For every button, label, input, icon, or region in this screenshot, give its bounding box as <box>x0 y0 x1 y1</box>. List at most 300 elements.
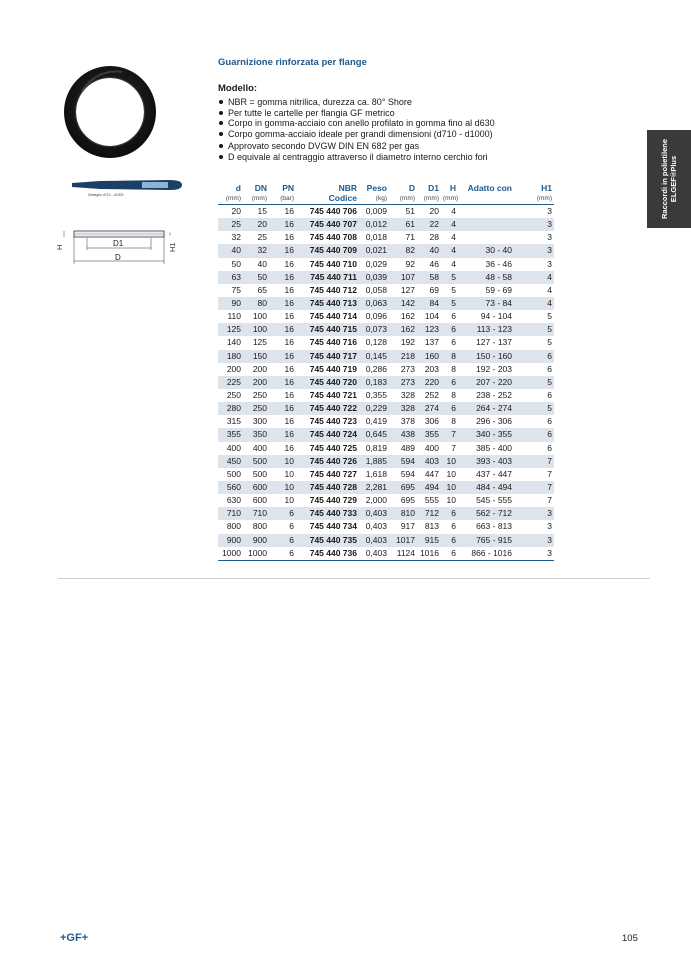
table-cell: 1000 <box>243 547 269 561</box>
table-cell: 6 <box>269 547 296 561</box>
table-cell: 600 <box>243 481 269 494</box>
table-cell: 16 <box>269 297 296 310</box>
table-cell: 32 <box>243 244 269 257</box>
table-cell: 203 <box>424 363 439 374</box>
table-cell: 745 440 719 <box>309 363 357 374</box>
table-cell: 6 <box>441 402 458 415</box>
profile-caption: Dettaglio d710 - d1000 <box>88 193 124 197</box>
table-cell: 16 <box>269 244 296 257</box>
feature-list <box>218 97 495 163</box>
table-cell: 0,096 <box>365 311 387 322</box>
gasket-profile-image <box>70 177 184 193</box>
table-cell: 16 <box>284 284 294 295</box>
table-cell: 10 <box>446 468 456 479</box>
table-cell: 1016 <box>417 547 441 561</box>
table-cell: 712 <box>417 507 441 520</box>
table-row <box>218 310 554 323</box>
table-cell: 25 <box>257 232 267 243</box>
col-unit <box>458 194 514 205</box>
table-cell: 0,021 <box>359 244 389 257</box>
table-cell: 0,403 <box>359 507 389 520</box>
table-cell: 400 <box>424 442 439 453</box>
table-cell: 16 <box>284 311 294 322</box>
table-cell: 252 <box>424 390 439 401</box>
table-cell: 800 <box>226 521 241 532</box>
table-cell: 4 <box>451 232 456 243</box>
table-cell: 489 <box>400 442 415 453</box>
side-tab-text <box>660 139 678 219</box>
table-cell: 100 <box>243 323 269 336</box>
table-cell: 745 440 707 <box>296 218 359 231</box>
spec-table-body <box>218 205 554 561</box>
table-row <box>218 389 554 402</box>
col-header: D1 <box>428 183 439 193</box>
table-cell: 710 <box>218 507 243 520</box>
table-row <box>218 258 554 271</box>
table-cell: 6 <box>441 534 458 547</box>
table-cell: 16 <box>284 337 294 348</box>
table-cell: 745 440 722 <box>296 402 359 415</box>
table-cell: 16 <box>284 206 294 217</box>
table-cell: 6 <box>451 337 456 348</box>
table-cell: 745 440 736 <box>296 547 359 561</box>
col-header: d <box>235 183 241 193</box>
table-cell: 403 <box>417 455 441 468</box>
table-cell: 813 <box>424 521 439 532</box>
table-cell: 7 <box>441 428 458 441</box>
table-cell: 200 <box>243 376 269 389</box>
table-cell: 745 440 712 <box>309 284 357 295</box>
table-cell: 447 <box>424 468 439 479</box>
table-cell: 7 <box>547 495 552 506</box>
table-cell: 5 <box>514 376 554 389</box>
table-cell: 113 - 123 <box>458 323 514 336</box>
table-cell: 50 <box>243 271 269 284</box>
table-cell: 3 <box>514 244 554 257</box>
table-cell: 745 440 711 <box>296 271 359 284</box>
table-cell: 22 <box>417 218 441 231</box>
table-row <box>218 442 554 455</box>
table-cell: 745 440 727 <box>309 468 357 479</box>
table-row <box>218 534 554 547</box>
table-cell: 600 <box>252 495 267 506</box>
table-cell: 16 <box>269 376 296 389</box>
table-cell: 800 <box>252 521 267 532</box>
page-number: 105 <box>622 933 638 944</box>
table-row <box>218 507 554 520</box>
table-cell: 10 <box>269 481 296 494</box>
table-cell: 745 440 734 <box>309 521 357 532</box>
table-cell: 162 <box>400 311 415 322</box>
table-cell: 10 <box>269 455 296 468</box>
table-cell: 500 <box>226 468 241 479</box>
table-cell: 745 440 709 <box>296 244 359 257</box>
table-cell: 630 <box>226 495 241 506</box>
table-cell: 6 <box>514 350 554 363</box>
table-cell: 0,819 <box>365 442 387 453</box>
table-cell: 6 <box>269 534 296 547</box>
table-cell: 7 <box>547 468 552 479</box>
table-cell: 50 <box>231 258 241 269</box>
table-row <box>218 468 554 481</box>
table-cell: 555 <box>424 495 439 506</box>
table-cell: 16 <box>269 271 296 284</box>
table-cell: 2,000 <box>365 495 387 506</box>
table-cell: 94 - 104 <box>480 311 512 322</box>
table-cell: 5 <box>547 311 552 322</box>
table-cell: 16 <box>269 428 296 441</box>
table-cell: 0,012 <box>359 218 389 231</box>
table-cell: 0,645 <box>359 428 389 441</box>
table-row <box>218 494 554 507</box>
table-cell: 500 <box>243 455 269 468</box>
table-cell: 296 - 306 <box>476 416 512 427</box>
table-cell: 438 <box>389 428 417 441</box>
table-cell: 4 <box>441 244 458 257</box>
table-cell: 5 <box>514 402 554 415</box>
table-cell: 264 - 274 <box>458 402 514 415</box>
col-header: D <box>408 183 415 193</box>
table-cell: 0,403 <box>359 534 389 547</box>
table-cell: 51 <box>405 206 415 217</box>
table-cell: 4 <box>514 297 554 310</box>
table-cell: 104 <box>424 311 439 322</box>
table-cell: 0,039 <box>359 271 389 284</box>
table-cell: 0,009 <box>365 206 387 217</box>
table-cell: 6 <box>514 428 554 441</box>
table-cell: 75 <box>231 284 241 295</box>
units-row <box>218 194 554 205</box>
table-cell: 1,618 <box>365 468 387 479</box>
h-label: H <box>55 244 64 250</box>
table-cell: 355 <box>417 428 441 441</box>
table-cell: 695 <box>400 495 415 506</box>
table-cell <box>458 218 514 231</box>
product-title: Guarnizione rinforzata per flange <box>218 57 367 68</box>
table-cell: 7 <box>514 455 554 468</box>
table-cell: 745 440 717 <box>296 350 359 363</box>
table-cell: 450 <box>218 455 243 468</box>
col-unit: Codice <box>296 194 359 205</box>
table-cell: 6 <box>441 507 458 520</box>
table-cell <box>458 231 514 244</box>
table-cell: 0,073 <box>359 323 389 336</box>
table-cell: 1000 <box>218 547 243 561</box>
feature-item: Per tutte le cartelle per flangia GF metrico <box>218 108 495 119</box>
table-cell: 5 <box>451 284 456 295</box>
table-cell: 10 <box>446 495 456 506</box>
table-cell: 6 <box>547 390 552 401</box>
table-cell: 16 <box>284 390 294 401</box>
table-cell: 594 <box>389 455 417 468</box>
table-cell: 594 <box>400 468 415 479</box>
table-cell: 250 <box>252 390 267 401</box>
table-row <box>218 244 554 257</box>
table-cell: 10 <box>284 495 294 506</box>
col-unit: (bar) <box>269 194 296 205</box>
table-row <box>218 428 554 441</box>
table-cell: 900 <box>243 534 269 547</box>
col-header: PN <box>282 183 294 193</box>
table-cell: 355 <box>218 428 243 441</box>
table-cell: 484 - 494 <box>458 481 514 494</box>
table-cell: 82 <box>389 244 417 257</box>
table-cell: 917 <box>400 521 415 532</box>
table-cell: 10 <box>441 481 458 494</box>
table-cell: 3 <box>547 232 552 243</box>
table-cell: 915 <box>417 534 441 547</box>
table-cell: 385 - 400 <box>476 442 512 453</box>
table-cell: 0,183 <box>359 376 389 389</box>
side-tab <box>647 130 691 228</box>
feature-item: Corpo in gomma-acciaio con anello profilato in gomma fino al d630 <box>218 118 495 129</box>
table-cell: 192 - 203 <box>476 363 512 374</box>
table-cell: 127 - 137 <box>476 337 512 348</box>
table-cell: 7 <box>514 481 554 494</box>
table-cell: 1124 <box>389 547 417 561</box>
table-cell: 220 <box>417 376 441 389</box>
table-cell: 30 - 40 <box>458 244 514 257</box>
table-cell: 4 <box>441 218 458 231</box>
table-row <box>218 336 554 349</box>
table-row <box>218 271 554 284</box>
table-cell: 393 - 403 <box>458 455 514 468</box>
table-cell: 0,355 <box>365 390 387 401</box>
table-cell: 25 <box>218 218 243 231</box>
table-cell: 20 <box>231 206 241 217</box>
side-tab-line1: Raccordi in polietilene <box>660 138 669 220</box>
table-cell: 8 <box>451 416 456 427</box>
table-cell: 46 <box>429 258 439 269</box>
section-divider <box>58 578 650 579</box>
table-cell: 300 <box>252 416 267 427</box>
table-cell: 15 <box>257 206 267 217</box>
table-cell: 306 <box>424 416 439 427</box>
table-cell: 5 <box>514 323 554 336</box>
model-label: Modello: <box>218 83 258 94</box>
table-cell: 3 <box>514 507 554 520</box>
table-cell: 710 <box>243 507 269 520</box>
table-cell: 900 <box>218 534 243 547</box>
table-cell: 180 <box>218 350 243 363</box>
table-cell: 63 <box>218 271 243 284</box>
table-cell: 59 - 69 <box>485 284 512 295</box>
table-cell: 273 <box>389 376 417 389</box>
table-cell: 6 <box>289 521 294 532</box>
table-cell: 65 <box>257 284 267 295</box>
table-cell: 0,403 <box>365 521 387 532</box>
table-cell: 745 440 713 <box>296 297 359 310</box>
table-cell: 866 - 1016 <box>458 547 514 561</box>
table-cell: 0,128 <box>365 337 387 348</box>
table-cell: 274 <box>417 402 441 415</box>
table-cell: 40 <box>218 244 243 257</box>
table-cell: 16 <box>284 442 294 453</box>
table-cell: 745 440 729 <box>309 495 357 506</box>
table-cell: 48 - 58 <box>458 271 514 284</box>
col-header: H <box>449 183 456 193</box>
table-cell: 200 <box>252 363 267 374</box>
table-cell: 745 440 720 <box>296 376 359 389</box>
spec-table <box>218 183 554 561</box>
table-cell: 8 <box>451 363 456 374</box>
table-cell: 400 <box>252 442 267 453</box>
table-cell: 3 <box>514 218 554 231</box>
table-cell: 84 <box>417 297 441 310</box>
table-cell: 0,145 <box>359 350 389 363</box>
table-cell: 8 <box>441 350 458 363</box>
table-row <box>218 363 554 376</box>
col-header: DN <box>254 183 267 193</box>
col-header: Adatto con <box>467 183 512 193</box>
table-cell: 123 <box>417 323 441 336</box>
col-header: Peso <box>366 183 387 193</box>
table-cell: 160 <box>417 350 441 363</box>
table-cell: 3 <box>547 258 552 269</box>
table-cell: 218 <box>389 350 417 363</box>
table-cell: 745 440 714 <box>309 311 357 322</box>
table-cell: 745 440 706 <box>309 206 357 217</box>
table-cell: 0,058 <box>365 284 387 295</box>
table-row <box>218 284 554 297</box>
table-cell: 20 <box>429 206 439 217</box>
table-row <box>218 415 554 428</box>
gf-logo: +GF+ <box>60 932 89 944</box>
table-cell: 250 <box>243 402 269 415</box>
table-cell: 745 440 724 <box>296 428 359 441</box>
table-cell: 350 <box>243 428 269 441</box>
table-cell: 162 <box>389 323 417 336</box>
table-cell: 745 440 733 <box>296 507 359 520</box>
table-row <box>218 455 554 468</box>
table-cell: 745 440 735 <box>296 534 359 547</box>
table-cell: 6 <box>547 363 552 374</box>
table-cell: 328 <box>400 390 415 401</box>
table-cell <box>458 205 514 219</box>
table-cell: 16 <box>284 416 294 427</box>
table-row <box>218 520 554 533</box>
table-cell: 73 - 84 <box>458 297 514 310</box>
col-header: NBR <box>338 183 357 193</box>
table-cell: 225 <box>218 376 243 389</box>
table-cell: 200 <box>226 363 241 374</box>
table-row <box>218 547 554 561</box>
table-cell: 745 440 726 <box>296 455 359 468</box>
table-cell: 100 <box>252 311 267 322</box>
table-cell: 6 <box>547 416 552 427</box>
col-unit: (mm) <box>243 194 269 205</box>
table-cell: 0,403 <box>359 547 389 561</box>
table-cell: 545 - 555 <box>476 495 512 506</box>
table-cell: 745 440 716 <box>309 337 357 348</box>
table-cell: 71 <box>405 232 415 243</box>
table-cell: 107 <box>389 271 417 284</box>
table-cell: 28 <box>429 232 439 243</box>
table-cell: 745 440 710 <box>309 258 357 269</box>
table-cell: 32 <box>231 232 241 243</box>
h1-label: H1 <box>168 242 177 252</box>
table-cell: 663 - 813 <box>476 521 512 532</box>
table-cell: 3 <box>514 547 554 561</box>
table-cell: 16 <box>269 350 296 363</box>
table-row <box>218 323 554 336</box>
table-cell: 5 <box>441 297 458 310</box>
table-cell: 0,419 <box>365 416 387 427</box>
table-row <box>218 350 554 363</box>
col-unit: (mm) <box>514 194 554 205</box>
table-cell: 16 <box>284 258 294 269</box>
table-cell: 1017 <box>389 534 417 547</box>
table-row <box>218 205 554 219</box>
table-cell: 340 - 355 <box>458 428 514 441</box>
table-cell: 745 440 721 <box>309 390 357 401</box>
table-row <box>218 376 554 389</box>
table-cell: 560 <box>218 481 243 494</box>
table-cell: 80 <box>243 297 269 310</box>
feature-item: Approvato secondo DVGW DIN EN 682 per gas <box>218 141 495 152</box>
table-cell: 4 <box>451 258 456 269</box>
table-cell: 6 <box>269 507 296 520</box>
feature-item: NBR = gomma nitrilica, durezza ca. 80° Shore <box>218 97 495 108</box>
table-cell: 494 <box>417 481 441 494</box>
table-cell: 1,885 <box>359 455 389 468</box>
table-row <box>218 218 554 231</box>
table-cell: 125 <box>218 323 243 336</box>
col-header: H1 <box>541 183 552 193</box>
table-cell: 16 <box>269 323 296 336</box>
gasket-ring-image <box>62 64 158 160</box>
dimension-drawing <box>52 224 182 270</box>
table-cell: 3 <box>514 534 554 547</box>
table-cell: 58 <box>417 271 441 284</box>
table-cell: 280 <box>218 402 243 415</box>
table-cell: 140 <box>226 337 241 348</box>
table-cell: 150 - 160 <box>458 350 514 363</box>
table-cell: 92 <box>405 258 415 269</box>
table-cell: 0,018 <box>365 232 387 243</box>
table-cell: 127 <box>400 284 415 295</box>
table-cell: 500 <box>252 468 267 479</box>
table-cell: 745 440 708 <box>309 232 357 243</box>
table-cell: 207 - 220 <box>458 376 514 389</box>
side-tab-line2: ELGEF®Plus <box>669 155 678 203</box>
table-cell: 16 <box>269 402 296 415</box>
feature-item: Corpo gomma-acciaio ideale per grandi dimensioni (d710 - d1000) <box>218 129 495 140</box>
table-cell: 0,063 <box>359 297 389 310</box>
table-cell: 125 <box>252 337 267 348</box>
table-cell: 6 <box>441 323 458 336</box>
table-cell: 3 <box>547 206 552 217</box>
table-cell: 562 - 712 <box>458 507 514 520</box>
table-cell: 4 <box>451 206 456 217</box>
table-cell: 400 <box>226 442 241 453</box>
table-cell: 10 <box>284 468 294 479</box>
table-cell: 90 <box>218 297 243 310</box>
table-cell: 61 <box>389 218 417 231</box>
table-cell: 6 <box>451 521 456 532</box>
table-cell: 745 440 723 <box>309 416 357 427</box>
table-cell: 3 <box>547 521 552 532</box>
table-cell: 5 <box>547 337 552 348</box>
table-cell: 10 <box>441 455 458 468</box>
col-unit: (mm) <box>389 194 417 205</box>
table-cell: 437 - 447 <box>476 468 512 479</box>
col-unit: (mm) <box>417 194 441 205</box>
table-cell: 16 <box>284 363 294 374</box>
table-cell: 6 <box>451 311 456 322</box>
table-cell: 36 - 46 <box>485 258 512 269</box>
table-row <box>218 297 554 310</box>
